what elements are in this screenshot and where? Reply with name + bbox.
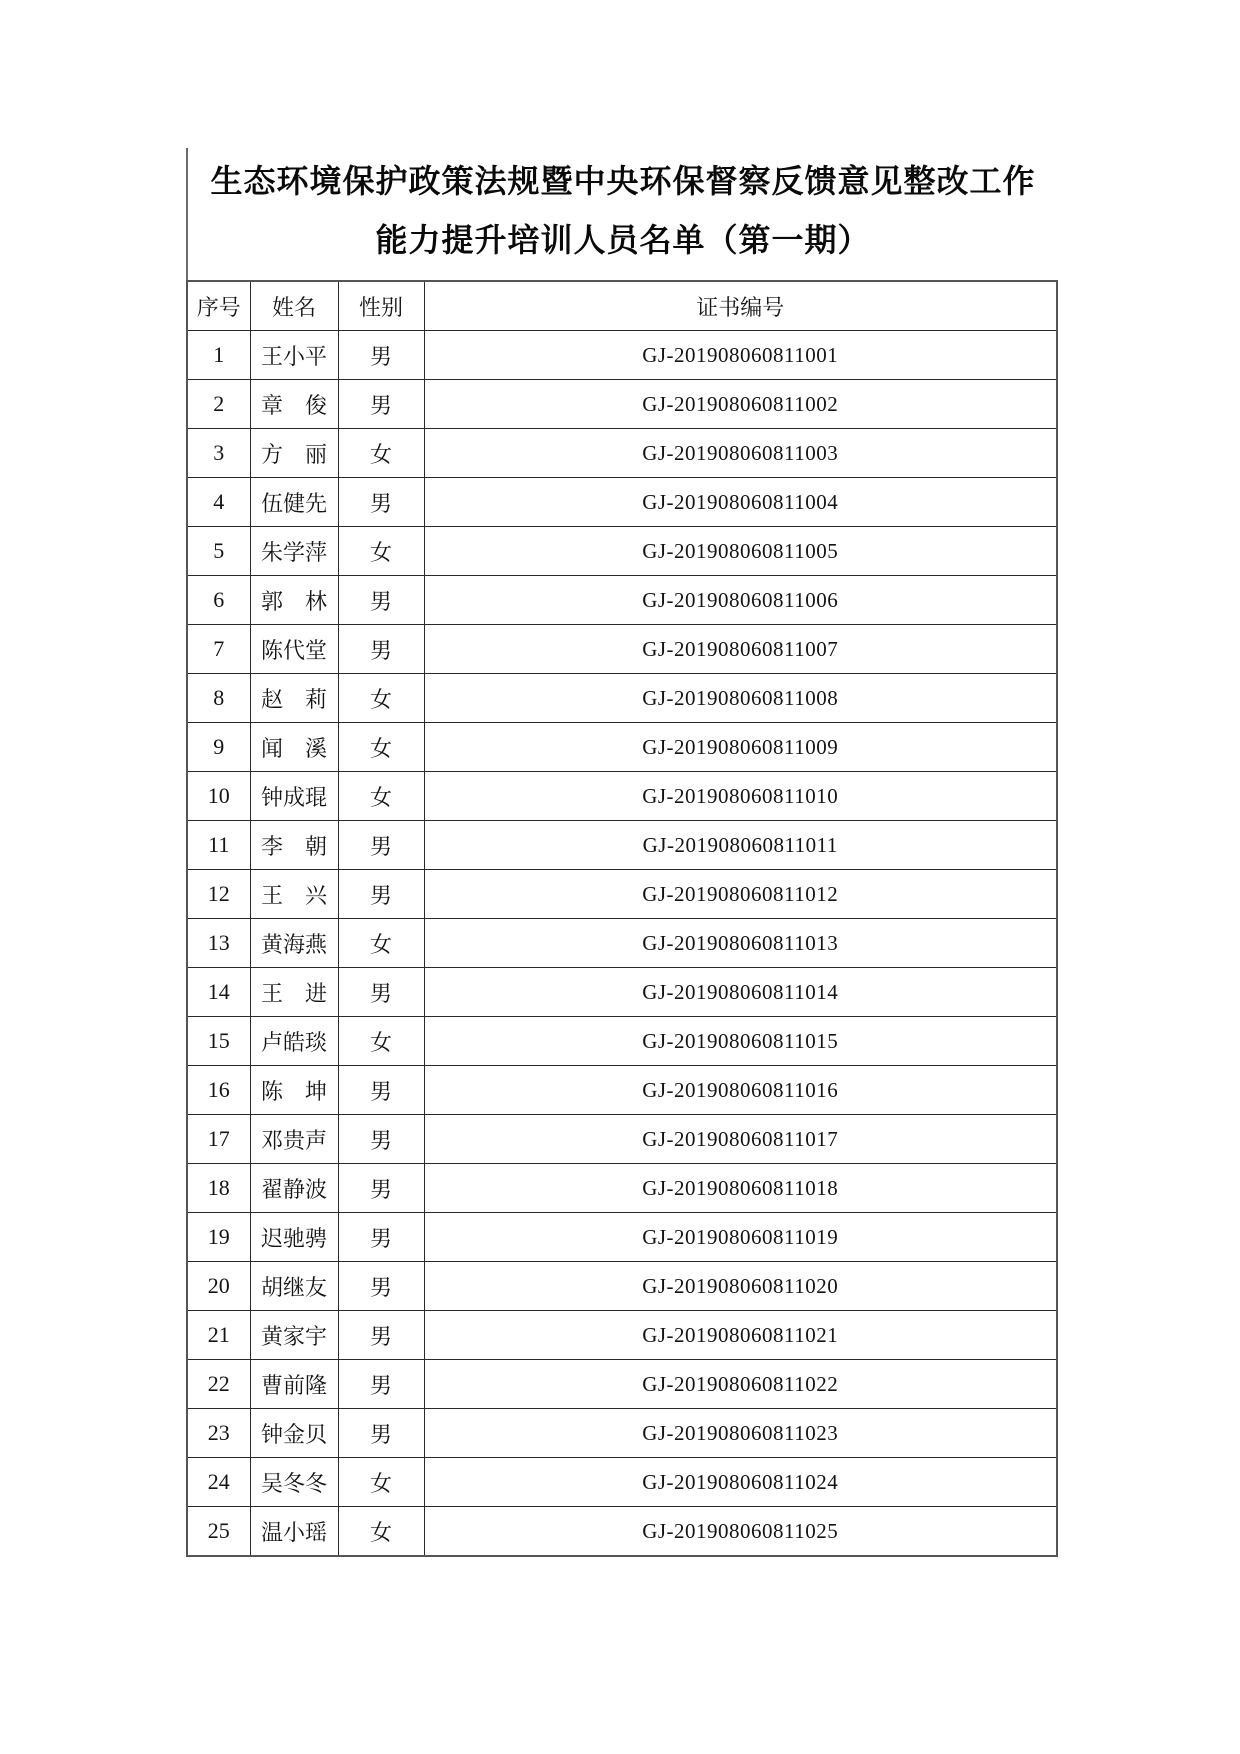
table-row [187, 576, 1057, 625]
gender-cell: 男 [338, 968, 424, 1017]
table-row [187, 1017, 1057, 1066]
header-cell-number: 序号 [187, 281, 250, 331]
name-cell: 吴冬冬 [250, 1458, 338, 1507]
cert-number-cell: GJ-201908060811025 [424, 1507, 1057, 1557]
row-number-cell: 17 [187, 1115, 250, 1164]
row-number-cell: 4 [187, 478, 250, 527]
title-block [186, 148, 1058, 280]
cert-number-cell: GJ-201908060811005 [424, 527, 1057, 576]
name-cell: 赵 莉 [250, 674, 338, 723]
name-cell: 曹前隆 [250, 1360, 338, 1409]
table-row [187, 674, 1057, 723]
row-number-cell: 24 [187, 1458, 250, 1507]
cert-number-cell: GJ-201908060811009 [424, 723, 1057, 772]
gender-cell: 男 [338, 1213, 424, 1262]
gender-cell: 女 [338, 919, 424, 968]
cert-number-cell: GJ-201908060811014 [424, 968, 1057, 1017]
cert-number-cell: GJ-201908060811020 [424, 1262, 1057, 1311]
row-number-cell: 14 [187, 968, 250, 1017]
cert-number-cell: GJ-201908060811013 [424, 919, 1057, 968]
name-cell: 王 兴 [250, 870, 338, 919]
gender-cell: 女 [338, 429, 424, 478]
gender-cell: 男 [338, 821, 424, 870]
name-cell: 李 朝 [250, 821, 338, 870]
row-number-cell: 15 [187, 1017, 250, 1066]
gender-cell: 女 [338, 674, 424, 723]
name-cell: 王小平 [250, 331, 338, 380]
document-title-line-2: 能力提升培训人员名单（第一期） [375, 222, 871, 259]
table-row [187, 478, 1057, 527]
cert-number-cell: GJ-201908060811008 [424, 674, 1057, 723]
table-row [187, 1115, 1057, 1164]
name-cell: 章 俊 [250, 380, 338, 429]
table-row [187, 1507, 1057, 1557]
gender-cell: 女 [338, 1458, 424, 1507]
name-cell: 方 丽 [250, 429, 338, 478]
row-number-cell: 22 [187, 1360, 250, 1409]
cert-number-cell: GJ-201908060811007 [424, 625, 1057, 674]
gender-cell: 女 [338, 723, 424, 772]
table-row [187, 1262, 1057, 1311]
table-row [187, 527, 1057, 576]
name-cell: 卢皓琰 [250, 1017, 338, 1066]
gender-cell: 女 [338, 1507, 424, 1557]
row-number-cell: 8 [187, 674, 250, 723]
name-cell: 温小瑶 [250, 1507, 338, 1557]
cert-number-cell: GJ-201908060811004 [424, 478, 1057, 527]
roster-table-header [187, 281, 1057, 331]
gender-cell: 男 [338, 576, 424, 625]
table-row [187, 1213, 1057, 1262]
table-row [187, 331, 1057, 380]
row-number-cell: 5 [187, 527, 250, 576]
row-number-cell: 1 [187, 331, 250, 380]
header-cell-name: 姓名 [250, 281, 338, 331]
table-row [187, 919, 1057, 968]
row-number-cell: 16 [187, 1066, 250, 1115]
table-row [187, 1311, 1057, 1360]
name-cell: 邓贵声 [250, 1115, 338, 1164]
row-number-cell: 21 [187, 1311, 250, 1360]
gender-cell: 男 [338, 870, 424, 919]
row-number-cell: 23 [187, 1409, 250, 1458]
document-title-line-1: 生态环境保护政策法规暨中央环保督察反馈意见整改工作 [210, 163, 1036, 200]
row-number-cell: 12 [187, 870, 250, 919]
name-cell: 钟金贝 [250, 1409, 338, 1458]
name-cell: 陈 坤 [250, 1066, 338, 1115]
table-row [187, 1164, 1057, 1213]
cert-number-cell: GJ-201908060811002 [424, 380, 1057, 429]
header-cell-cert: 证书编号 [424, 281, 1057, 331]
gender-cell: 男 [338, 1115, 424, 1164]
gender-cell: 男 [338, 1066, 424, 1115]
row-number-cell: 9 [187, 723, 250, 772]
table-row [187, 772, 1057, 821]
cert-number-cell: GJ-201908060811019 [424, 1213, 1057, 1262]
name-cell: 迟驰骋 [250, 1213, 338, 1262]
gender-cell: 男 [338, 1360, 424, 1409]
gender-cell: 男 [338, 380, 424, 429]
name-cell: 王 进 [250, 968, 338, 1017]
gender-cell: 男 [338, 1164, 424, 1213]
cert-number-cell: GJ-201908060811001 [424, 331, 1057, 380]
header-row [187, 281, 1057, 331]
gender-cell: 男 [338, 1311, 424, 1360]
row-number-cell: 18 [187, 1164, 250, 1213]
cert-number-cell: GJ-201908060811023 [424, 1409, 1057, 1458]
name-cell: 胡继友 [250, 1262, 338, 1311]
row-number-cell: 20 [187, 1262, 250, 1311]
table-row [187, 870, 1057, 919]
name-cell: 黄海燕 [250, 919, 338, 968]
name-cell: 朱学萍 [250, 527, 338, 576]
name-cell: 郭 林 [250, 576, 338, 625]
gender-cell: 女 [338, 1017, 424, 1066]
table-row [187, 1360, 1057, 1409]
name-cell: 陈代堂 [250, 625, 338, 674]
table-row [187, 723, 1057, 772]
cert-number-cell: GJ-201908060811022 [424, 1360, 1057, 1409]
name-cell: 伍健先 [250, 478, 338, 527]
table-row [187, 821, 1057, 870]
cert-number-cell: GJ-201908060811006 [424, 576, 1057, 625]
cert-number-cell: GJ-201908060811016 [424, 1066, 1057, 1115]
cert-number-cell: GJ-201908060811011 [424, 821, 1057, 870]
name-cell: 黄家宇 [250, 1311, 338, 1360]
gender-cell: 女 [338, 527, 424, 576]
row-number-cell: 10 [187, 772, 250, 821]
gender-cell: 男 [338, 1409, 424, 1458]
table-row [187, 1409, 1057, 1458]
header-cell-gender: 性别 [338, 281, 424, 331]
row-number-cell: 13 [187, 919, 250, 968]
gender-cell: 男 [338, 478, 424, 527]
cert-number-cell: GJ-201908060811012 [424, 870, 1057, 919]
cert-number-cell: GJ-201908060811021 [424, 1311, 1057, 1360]
table-row [187, 1066, 1057, 1115]
table-row [187, 380, 1057, 429]
table-row [187, 429, 1057, 478]
gender-cell: 男 [338, 331, 424, 380]
row-number-cell: 19 [187, 1213, 250, 1262]
roster-table [186, 280, 1058, 1557]
table-row [187, 968, 1057, 1017]
row-number-cell: 7 [187, 625, 250, 674]
document-content [186, 148, 1058, 1557]
cert-number-cell: GJ-201908060811024 [424, 1458, 1057, 1507]
row-number-cell: 2 [187, 380, 250, 429]
row-number-cell: 3 [187, 429, 250, 478]
gender-cell: 女 [338, 772, 424, 821]
cert-number-cell: GJ-201908060811018 [424, 1164, 1057, 1213]
cert-number-cell: GJ-201908060811003 [424, 429, 1057, 478]
table-row [187, 625, 1057, 674]
row-number-cell: 11 [187, 821, 250, 870]
name-cell: 翟静波 [250, 1164, 338, 1213]
gender-cell: 男 [338, 1262, 424, 1311]
row-number-cell: 6 [187, 576, 250, 625]
gender-cell: 男 [338, 625, 424, 674]
cert-number-cell: GJ-201908060811017 [424, 1115, 1057, 1164]
roster-table-body [187, 331, 1057, 1557]
name-cell: 闻 溪 [250, 723, 338, 772]
name-cell: 钟成琨 [250, 772, 338, 821]
cert-number-cell: GJ-201908060811015 [424, 1017, 1057, 1066]
cert-number-cell: GJ-201908060811010 [424, 772, 1057, 821]
table-row [187, 1458, 1057, 1507]
row-number-cell: 25 [187, 1507, 250, 1557]
